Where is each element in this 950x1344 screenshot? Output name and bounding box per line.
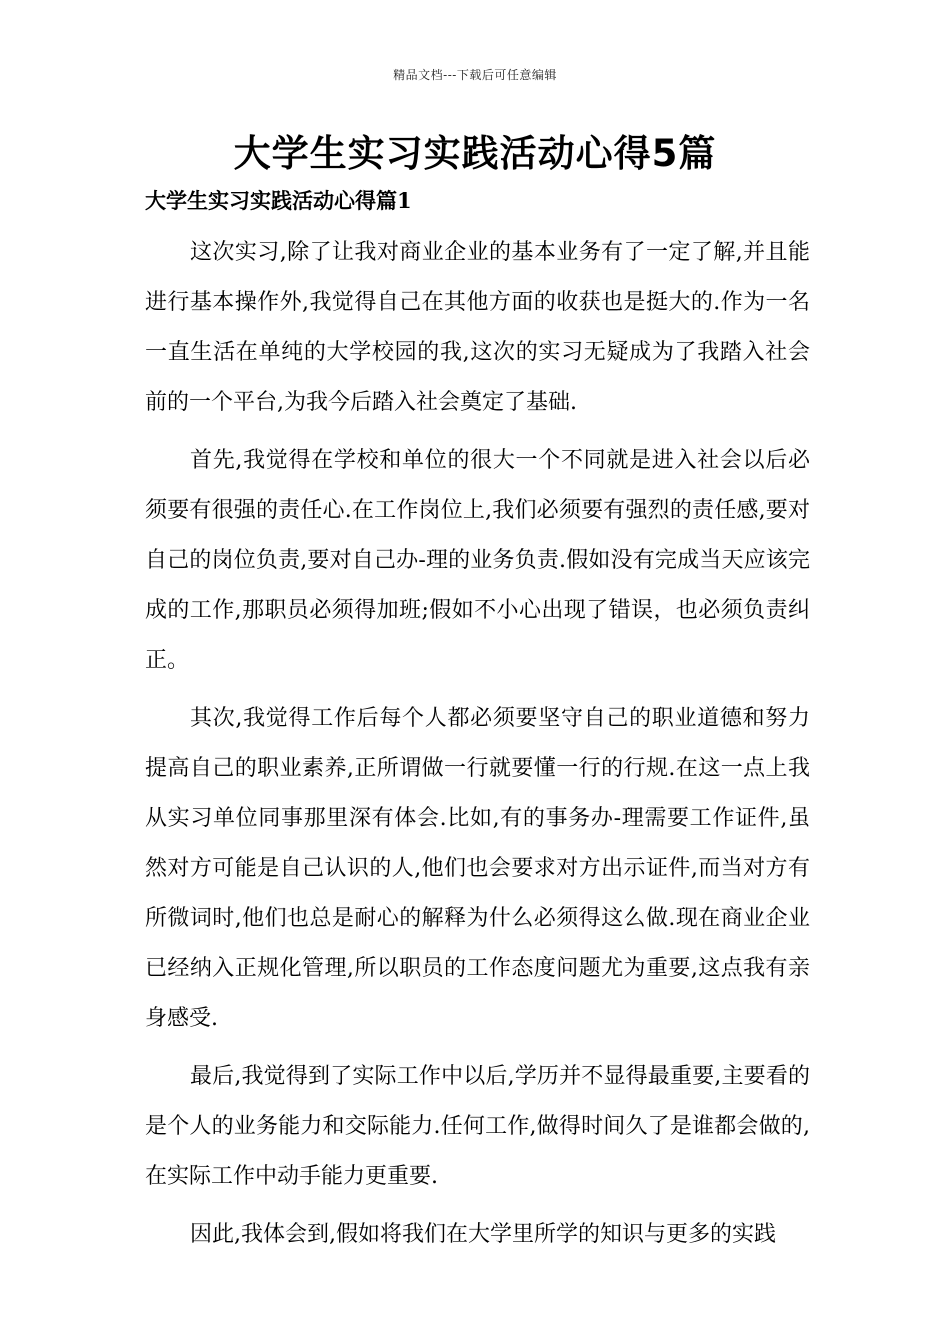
paragraph-1: 这次实习,除了让我对商业企业的基本业务有了一定了解,并且能进行基本操作外,我觉得自己在其他方面的收获也是挺大的.作为一名一直生活在单纯的大学校园的我,这次的实习无疑成为了我踏入社会前的一个平台,为我今后踏入社会奠定了基础. (145, 240, 810, 415)
paragraph-5: 因此,我体会到,假如将我们在大学里所学的知识与更多的实践 (190, 1222, 776, 1247)
paragraph-3: 其次,我觉得工作后每个人都必须要坚守自己的职业道德和努力提高自己的职业素养,正所谓做一行就要懂一行的行规.在这一点上我从实习单位同事那里深有体会.比如,有的事务办-理需要工作证件,虽然对方可能是自己认识的人,他们也会要求对方出示证件,而当对方有所微词时,他们也总是耐心的解释为什么必须得这么做.现在商业企业已经纳入正规化管理,所以职员的工作态度问题尤为重要,这点我有亲身感受. (145, 706, 810, 1031)
document-title: 大学生实习实践活动心得5篇 (233, 132, 717, 175)
header-note: 精品文档---下载后可任意编辑 (393, 68, 557, 82)
paragraph-2: 首先,我觉得在学校和单位的很大一个不同就是进入社会以后必须要有很强的责任心.在工作岗位上,我们必须要有强烈的责任感,要对自己的岗位负责,要对自己办-理的业务负责.假如没有完成当天应该完成的工作,那职员必须得加班;假如不小心出现了错误，也必须负责纠正。 (145, 448, 810, 673)
document-body (145, 228, 810, 1268)
paragraph-4: 最后,我觉得到了实际工作中以后,学历并不显得最重要,主要看的是个人的业务能力和交际能力.任何工作,做得时间久了是谁都会做的,在实际工作中动手能力更重要. (145, 1064, 810, 1189)
section-title: 大学生实习实践活动心得篇1 (145, 188, 412, 213)
